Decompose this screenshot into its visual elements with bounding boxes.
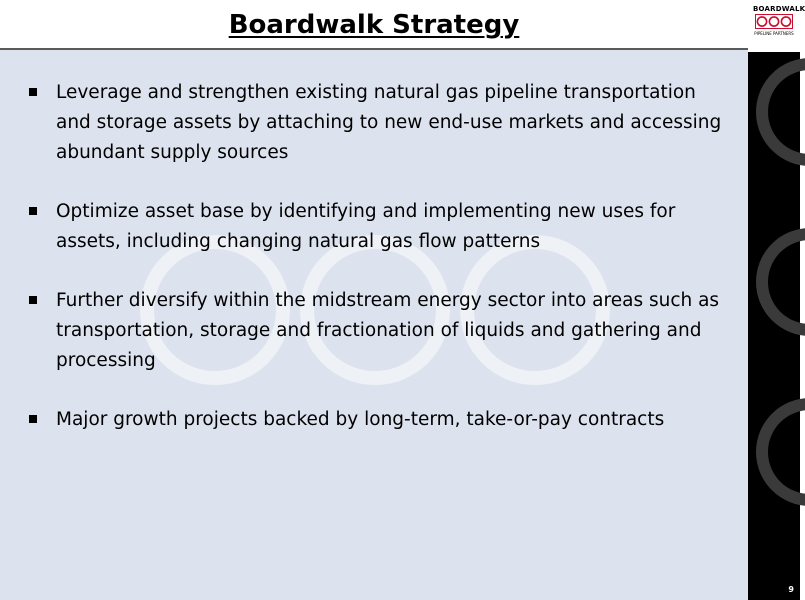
bullet-item — [0, 197, 748, 257]
right-sidebar — [748, 0, 805, 600]
square-bullet-icon — [29, 296, 37, 304]
square-bullet-icon — [29, 207, 37, 215]
title-bar — [0, 0, 748, 50]
slide-title — [0, 8, 748, 42]
bullet-text: Major growth projects backed by long-term, take-or-pay contracts — [56, 409, 665, 430]
slide-title-text: Boardwalk Strategy — [228, 10, 520, 40]
bullet-list — [0, 78, 748, 464]
sidebar-rings-graphic — [748, 52, 800, 600]
logo-wordmark: BOARDWALK — [753, 5, 805, 13]
square-bullet-icon — [29, 415, 37, 423]
boardwalk-logo — [753, 5, 805, 37]
logo-circles-icon — [755, 14, 793, 29]
bullet-item — [0, 405, 748, 435]
bullet-text: Optimize asset base by identifying and implementing new uses for assets, including changing natural gas flow patterns — [56, 201, 676, 252]
logo-panel — [748, 0, 805, 52]
bullet-text: Leverage and strengthen existing natural gas pipeline transportation and storage assets by attaching to new end-use markets and accessing abundant supply sources — [56, 82, 722, 163]
bullet-text: Further diversify within the midstream energy sector into areas such as transportation, storage and fractionation of liquids and gathering and processing — [56, 290, 720, 371]
square-bullet-icon — [29, 88, 37, 96]
logo-subtitle: PIPELINE PARTNERS — [754, 31, 794, 36]
bullet-item — [0, 78, 748, 168]
bullet-item — [0, 286, 748, 376]
page-number: 9 — [788, 585, 794, 594]
